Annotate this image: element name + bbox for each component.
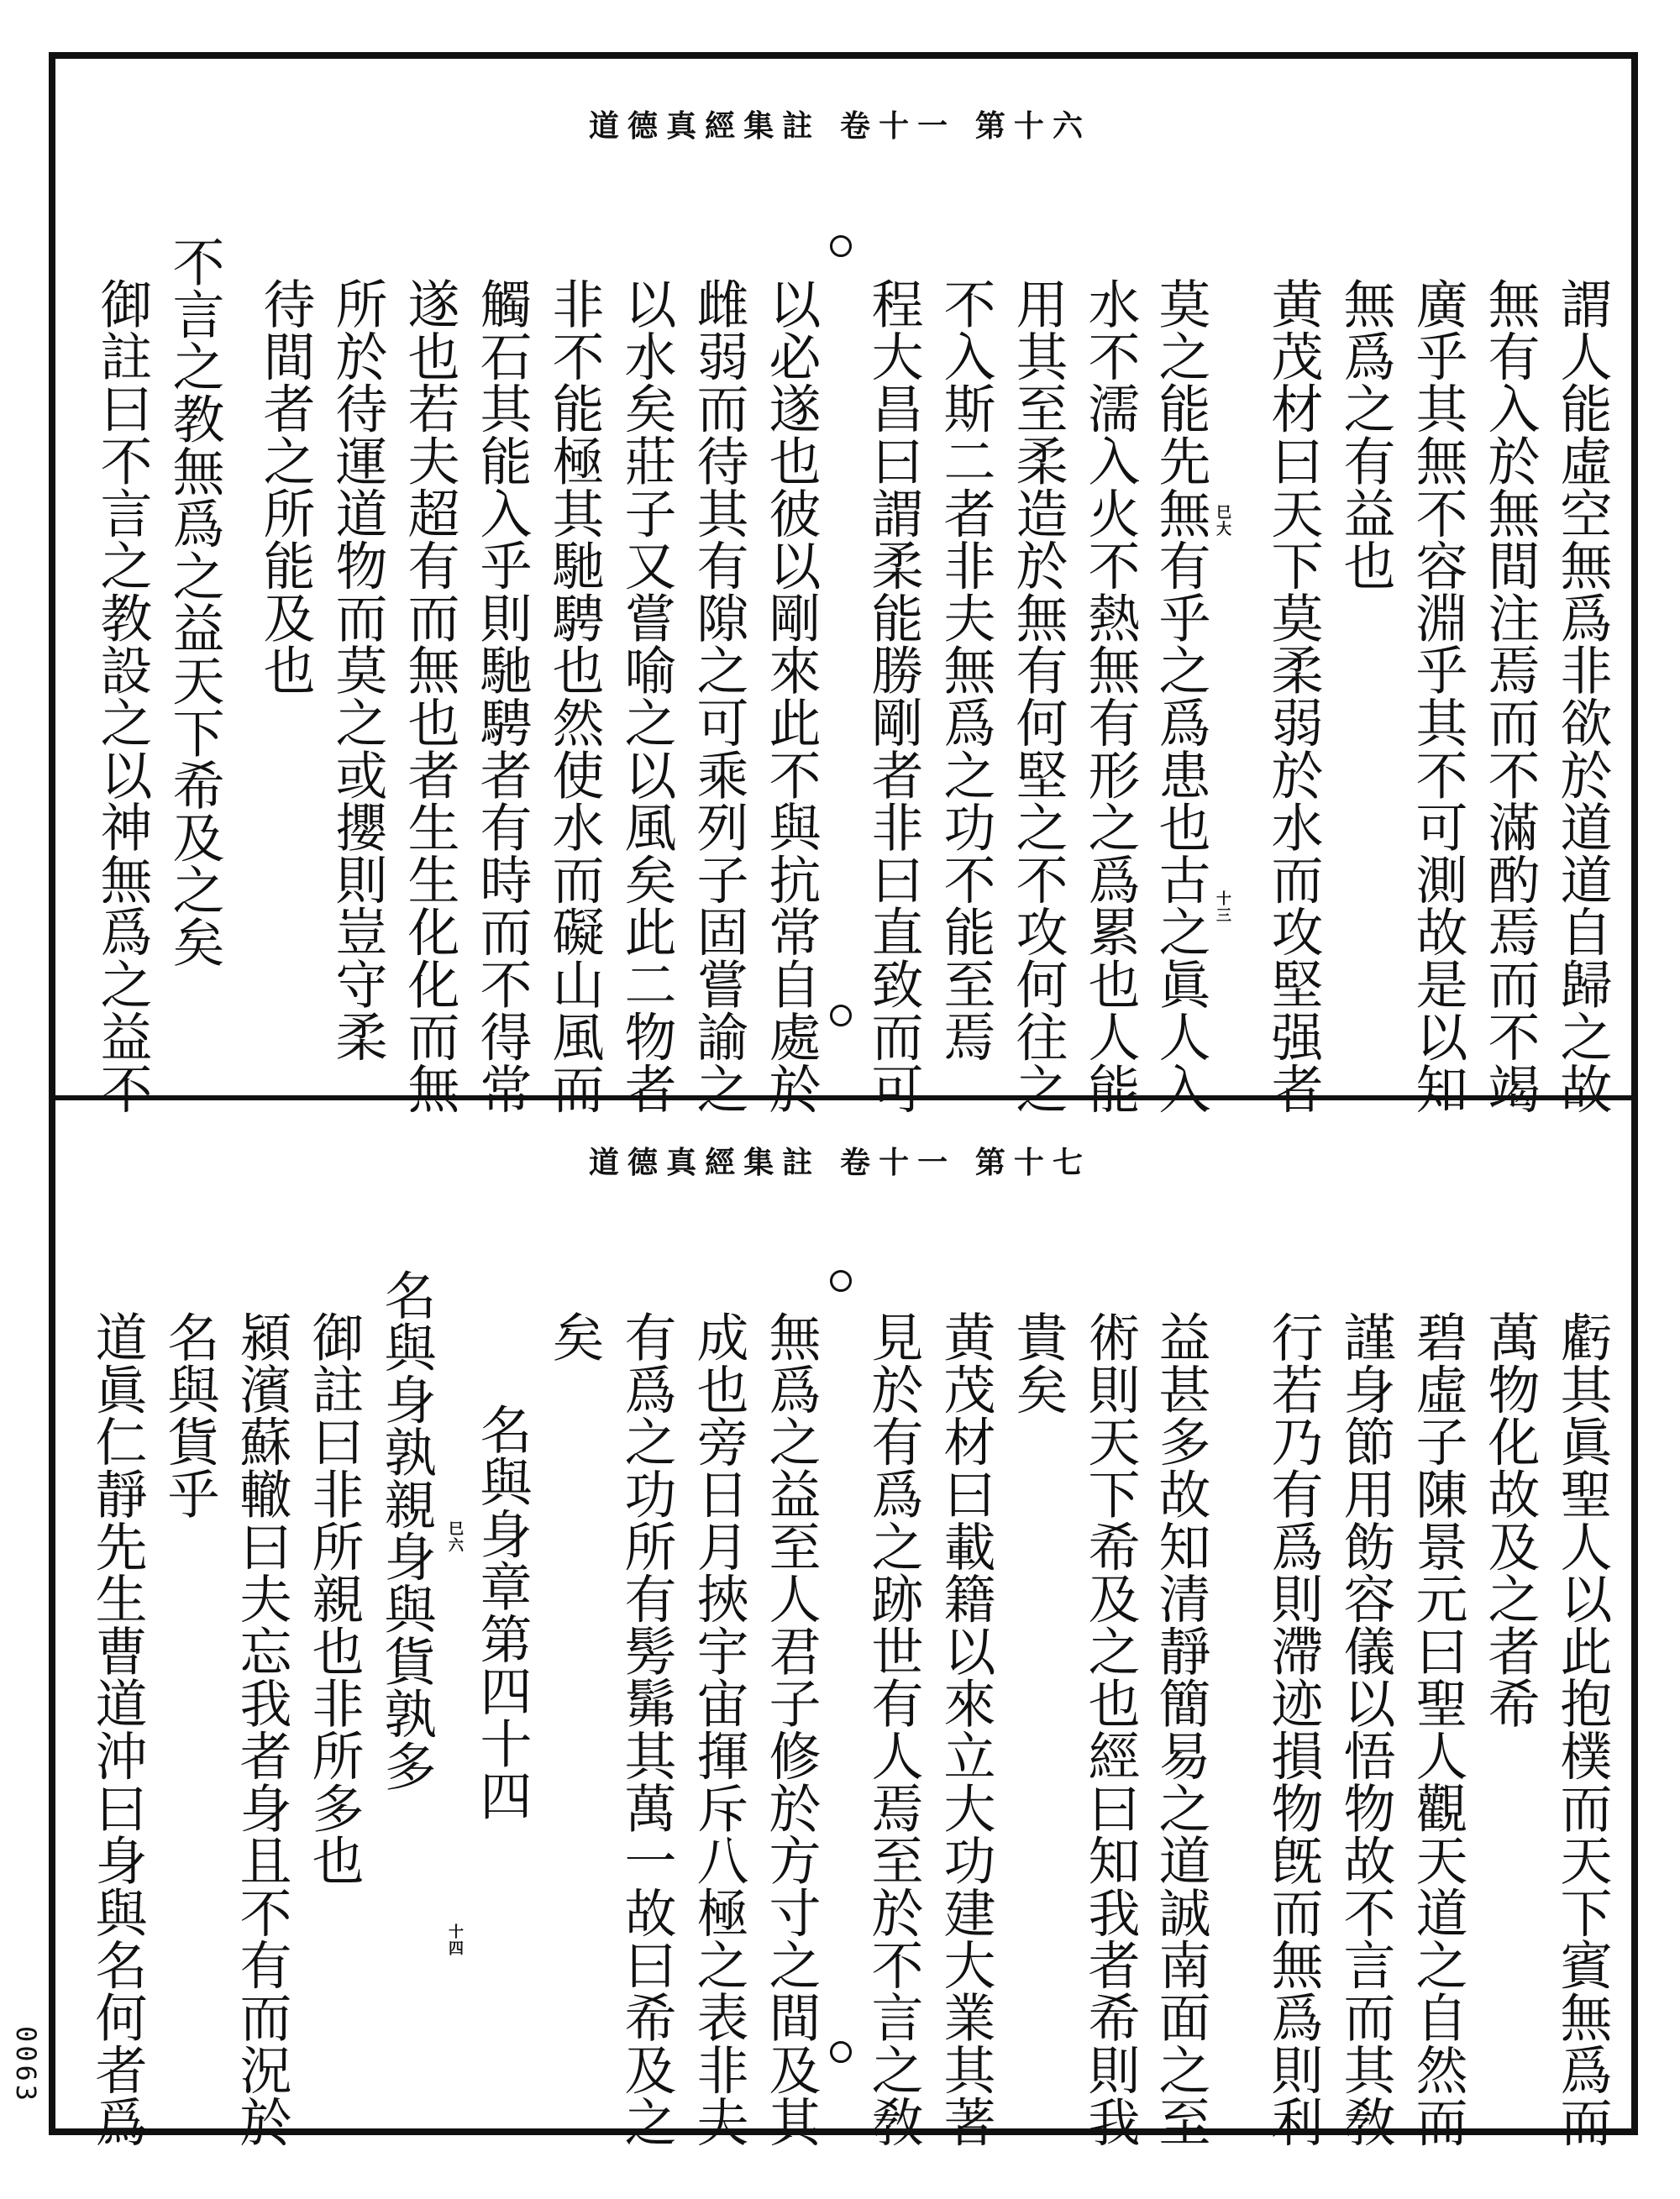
top-punctuation-circle — [830, 1005, 852, 1026]
top-margin-note: 巳大 — [1214, 504, 1231, 538]
text-column: 矣 — [543, 1310, 605, 1363]
text-column: 碧虛子陳景元曰聖人觀天道之自然而 — [1407, 1310, 1468, 2148]
bottom-punctuation-circle — [830, 1270, 852, 1292]
bottom-margin-note: 巳六 — [446, 1520, 464, 1554]
text-column: 御註曰不言之教設之以神無爲之益不 — [92, 277, 153, 1115]
text-column: 術則天下希及之也經曰知我者希則我 — [1079, 1310, 1141, 2148]
chapter-title: 名與身章第四十四 — [471, 1403, 533, 1822]
text-column: 潁濱蘇轍曰夫忘我者身且不有而況於 — [231, 1310, 292, 2148]
text-column: 名與身孰親身與貨孰多 — [375, 1268, 437, 1792]
text-column: 萬物化故及之者希 — [1479, 1310, 1541, 1729]
text-column: 廣乎其無不容淵乎其不可測故是以知 — [1407, 277, 1468, 1115]
text-column: 雌弱而待其有隙之可乘列子固嘗諭之 — [688, 277, 749, 1115]
page-number: 0063 — [10, 2026, 42, 2105]
text-column: 所於待運道物而莫之或攖則豈守柔 — [327, 277, 388, 1063]
text-column: 不入斯二者非夫無爲之功不能至焉 — [935, 277, 996, 1063]
top-punctuation-circle — [830, 235, 852, 257]
text-column: 虧其眞聖人以此抱樸而天下賓無爲而 — [1551, 1310, 1613, 2148]
text-column: 用其至柔造於無有何堅之不攻何往之 — [1007, 277, 1068, 1115]
text-column: 黄茂材曰天下莫柔弱於水而攻堅强者 — [1263, 277, 1324, 1115]
text-column: 待間者之所能及也 — [255, 277, 316, 696]
top-margin-note: 十三 — [1214, 890, 1231, 924]
text-column: 無爲之有益也 — [1335, 277, 1396, 591]
text-column: 黄茂材曰載籍以來立大功建大業其著 — [935, 1310, 996, 2148]
text-column: 御註曰非所親也非所多也 — [303, 1310, 365, 1887]
bottom-margin-note: 十四 — [446, 1923, 464, 1957]
text-column: 見於有爲之跡世有人焉至於不言之敎 — [863, 1310, 924, 2148]
text-column: 以水矣莊子又嘗喻之以風矣此二物者 — [616, 277, 677, 1115]
text-column: 莫之能先無有乎之爲患也古之眞人入 — [1150, 277, 1211, 1115]
text-column: 謹身節用飭容儀以悟物故不言而其敎 — [1335, 1310, 1396, 2148]
text-column: 不言之教無爲之益天下希及之矣 — [164, 235, 225, 968]
text-column: 道眞仁靜先生曹道沖曰身與名何者爲 — [87, 1310, 148, 2148]
text-column: 程大昌曰謂柔能勝剛者非曰直致而可 — [863, 277, 924, 1115]
bottom-punctuation-circle — [830, 2041, 852, 2063]
top-running-head: 道德真經集註 卷十一 第十六 — [588, 108, 1092, 144]
text-column: 有爲之功所有髣髴其萬一故曰希及之 — [616, 1310, 677, 2148]
text-column: 無爲之益至人君子修於方寸之間及其 — [760, 1310, 822, 2148]
text-column: 貴矣 — [1007, 1310, 1068, 1415]
text-column: 觸石其能入乎則馳騁者有時而不得常 — [471, 277, 533, 1115]
text-column: 行若乃有爲則滯迹損物旣而無爲則利 — [1263, 1310, 1324, 2148]
text-column: 謂人能虛空無爲非欲於道道自歸之故 — [1551, 277, 1613, 1115]
text-column: 益甚多故知清靜簡易之道誠南面之至 — [1150, 1310, 1211, 2148]
text-column: 非不能極其馳騁也然使水而礙山風而 — [543, 277, 605, 1115]
text-column: 以必遂也彼以剛來此不與抗常自處於 — [760, 277, 822, 1115]
text-column: 水不濡入火不熱無有形之爲累也人能 — [1079, 277, 1141, 1115]
text-column: 成也旁日月挾宇宙揮斥八極之表非夫 — [688, 1310, 749, 2148]
text-column: 名與貨乎 — [159, 1310, 220, 1520]
text-column: 無有入於無間注焉而不滿酌焉而不竭 — [1479, 277, 1541, 1115]
bottom-running-head: 道德真經集註 卷十一 第十七 — [588, 1145, 1092, 1180]
text-column: 遂也若夫超有而無也者生生化化而無 — [399, 277, 460, 1115]
